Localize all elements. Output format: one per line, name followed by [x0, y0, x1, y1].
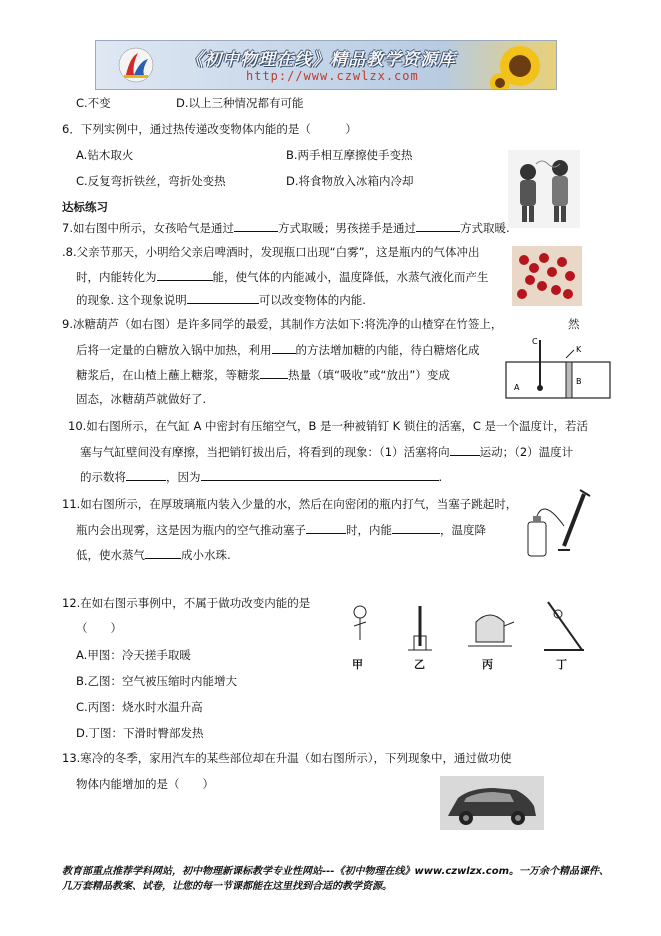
car-figure: [440, 776, 544, 830]
logo-icon: [118, 47, 154, 83]
q7: 7.如右图中所示，女孩哈气是通过 方式取暖；男孩搓手是通过 方式取暖.: [62, 221, 510, 235]
q13-line-2: 物体内能增加的是（ ）: [76, 777, 214, 791]
footer-line-1: 教育部重点推荐学科网站，初中物理新课标教学专业性网站---《初中物理在线》www.czwlzx.com。一万余个精品课件、: [62, 866, 610, 877]
q5-options-cd: [76, 95, 304, 111]
section-heading: 达标练习: [62, 200, 108, 214]
q11-line-3: 低，使水蒸气 成小水珠.: [76, 548, 231, 562]
footer-line-2: 几万套精品教案、试卷，让您的每一节课都能在这里找到合适的教学资源。: [62, 881, 392, 892]
q9-line-1-end: 然: [568, 317, 580, 331]
q6-options-cd: [76, 173, 414, 189]
q11-line-2: 瓶内会出现雾，这是因为瓶内的空气推动塞子 时，内能 ，温度降: [76, 523, 486, 537]
q11-line-1: 11.如右图所示，在厚玻璃瓶内装入少量的水，然后在向密闭的瓶内打气，当塞子跳起时，: [62, 497, 518, 511]
q6-stem: 6．下列实例中，通过热传递改变物体内能的是（ ）: [62, 122, 357, 136]
q10-line-3: 的示数将 ，因为 .: [80, 470, 443, 484]
option-d: D.以上三种情况都有可能: [176, 96, 304, 110]
q12-option-c: C.丙图：烧水时水温升高: [76, 700, 203, 714]
q8-line-2: 时，内能转化为 能，使气体的内能减小，温度降低，水蒸气液化而产生: [76, 270, 489, 284]
q9-line-2: 后将一定量的白糖放入锅中加热，利用 的方法增加糖的内能，待白糖熔化成: [76, 343, 480, 357]
q9-line-3: 糖浆后，在山楂上蘸上糖浆，等糖浆 热量（填“吸收”或“放出”）变成: [76, 368, 450, 382]
q12-option-b: B.乙图：空气被压缩时内能增大: [76, 674, 238, 688]
q12-paren: （ ）: [76, 621, 122, 635]
q7-blank-1[interactable]: [234, 219, 278, 232]
q13-line-1: 13.寒冷的冬季，家用汽车的某些部位却在升温（如右图所示），下列现象中，通过做功使: [62, 751, 512, 765]
piston-label-c: C: [532, 337, 538, 346]
q10-blank-1[interactable]: [450, 443, 480, 456]
piston-label-k: K: [576, 345, 582, 354]
banner-title: 《初中物理在线》精品教学资源库: [186, 50, 456, 70]
q11-blank-3[interactable]: [145, 546, 181, 559]
q7-blank-2[interactable]: [416, 219, 460, 232]
q10-line-1: 10.如右图所示，在气缸 A 中密封有压缩空气，B 是一种被销钉 K 锁住的活塞，C 是一个温度计，若活: [68, 419, 589, 433]
q8-line-1: .8.父亲节那天，小明给父亲启啤酒时，发现瓶口出现“白雾”，这是瓶内的气体冲出: [62, 245, 480, 259]
fig-label-bing: 丙: [482, 658, 493, 671]
q12-option-a: A.甲图：冷天搓手取暖: [76, 648, 191, 662]
option-a: A.钻木取火: [76, 148, 134, 162]
q9-line-1: 9.冰糖葫芦（如右图）是许多同学的最爱，其制作方法如下:将洗净的山楂穿在竹签上，: [62, 317, 503, 331]
q9-blank-1[interactable]: [272, 341, 296, 354]
option-b: B.两手相互摩擦使手变热: [286, 148, 413, 162]
q10-blank-3[interactable]: [201, 468, 439, 481]
four-examples-figure: [336, 596, 592, 672]
q10-line-2: 塞与气缸壁间没有摩擦，当把销钉拔出后，将看到的现象：（1）活塞将向 运动；（2）温度计: [80, 445, 574, 459]
option-d: D.将食物放入冰箱内冷却: [286, 174, 414, 188]
q9-blank-2[interactable]: [260, 366, 288, 379]
sunflower-icon: [490, 43, 550, 89]
piston-label-b: B: [576, 377, 582, 386]
q8-blank-1[interactable]: [157, 268, 213, 281]
children-warming-figure: [508, 150, 580, 228]
q12-stem: 12.在如右图示事例中，不属于做功改变内能的是: [62, 596, 311, 610]
header-banner: [95, 40, 557, 90]
q6-options-ab: [76, 147, 413, 163]
q9-line-4: 固态，冰糖葫芦就做好了.: [76, 392, 207, 406]
fig-label-yi: 乙: [414, 658, 425, 671]
q8-blank-2[interactable]: [187, 291, 259, 304]
bottle-pump-figure: [524, 486, 596, 562]
q11-blank-2[interactable]: [392, 521, 440, 534]
option-c: C.反复弯折铁丝，弯折处变热: [76, 174, 226, 188]
q8-line-3: 的现象. 这个现象说明 可以改变物体的内能.: [76, 293, 366, 307]
q12-option-d: D.丁图：下滑时臀部发热: [76, 726, 204, 740]
piston-cylinder-figure: [504, 332, 612, 404]
fig-label-jia: 甲: [352, 658, 363, 671]
page-footer: [62, 864, 622, 894]
option-c: C.不变: [76, 96, 111, 110]
candied-haws-figure: [512, 246, 582, 306]
fig-label-ding: 丁: [556, 658, 567, 671]
q10-blank-2[interactable]: [126, 468, 166, 481]
q11-blank-1[interactable]: [306, 521, 346, 534]
piston-label-a: A: [514, 383, 520, 392]
banner-url: http://www.czwlzx.com: [246, 69, 419, 83]
